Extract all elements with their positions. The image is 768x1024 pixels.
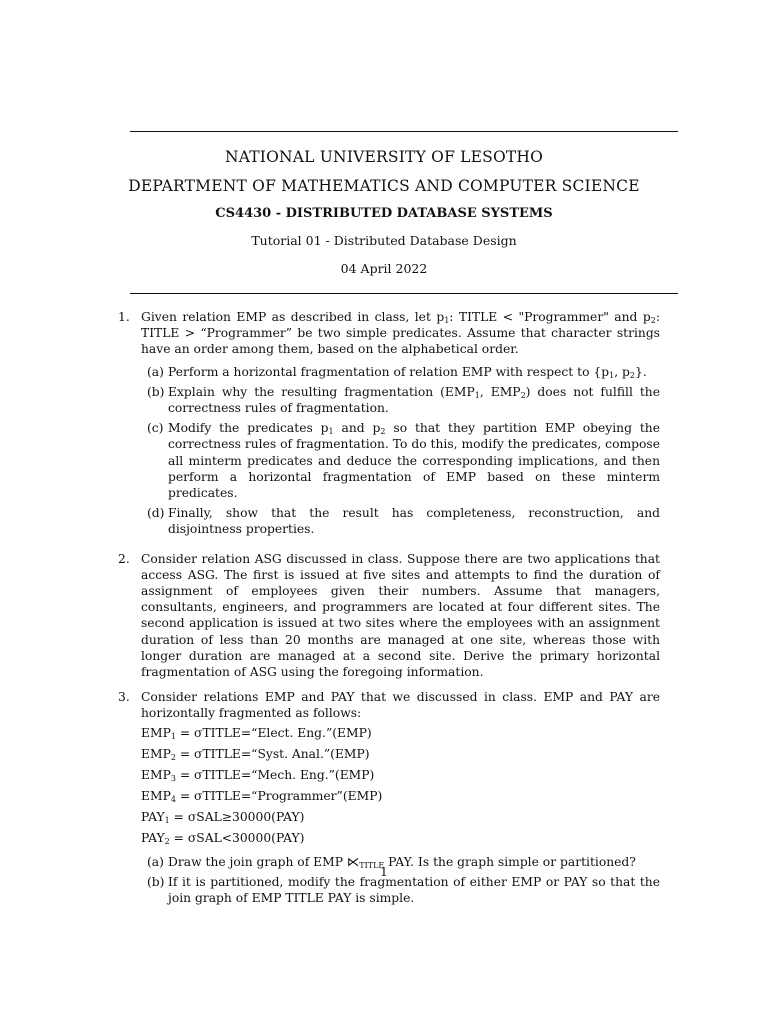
question-2 [118,551,660,681]
question-part: (c) Modify the predicates $p_1$ and $p_2$ so that they partition EMP obeying the correctness rules of fragmentation. To do this, modify the predicates, compose all minterm predicates and deduce the corresponding implications, and then perform a horizontal fragmentation of EMP based on these minterm predicates. [147,421,660,501]
page-number: 1 [380,865,388,879]
question-1 [118,309,660,542]
questions-list [118,309,660,919]
question-text: Consider relations EMP and PAY that we discussed in class. EMP and PAY are horizontally fragmented as follows: [141,690,660,721]
bottom-rule [130,293,678,294]
fragment-definition: $EMP_2$ = σTITLE=“Syst. Anal.”(EMP) [141,746,370,762]
question-number: 2. [118,551,130,566]
university-heading: NATIONAL UNIVERSITY OF LESOTHO [224,148,544,166]
question-part: (a) Perform a horizontal fragmentation of relation EMP with respect to {$p_1$, $p_2$}. [147,364,647,380]
question-number: 1. [118,310,130,324]
question-part: (b) Explain why the resulting fragmentation ($EMP_1$, $EMP_2$) does not fulfill the correctness rules of fragmentation. [147,384,660,416]
question-number: 3. [118,690,130,705]
fragment-definition: $PAY_1 = \sigma SAL\ge 30000(PAY)$ [141,809,305,825]
question-part: (d) Finally, show that the result has completeness, reconstruction, and disjointness properties. [147,506,660,537]
fragment-definition: $EMP_3$ = σTITLE=“Mech. Eng.”(EMP) [141,767,375,783]
question-text: Given relation EMP as described in class, let $p_1$: TITLE < "Programmer" and $p_2$: TITLE > “Programmer” be two simple predicates. Assume that character strings have an order among them, based on the alphabetical order. [141,310,660,357]
date: 04 April 2022 [340,261,428,276]
tutorial-title: Tutorial 01 - Distributed Database Design [251,233,517,248]
course-heading: CS4430 - DISTRIBUTED DATABASE SYSTEMS [215,206,553,221]
fragment-definition: $EMP_1$ = σTITLE=“Elect. Eng.”(EMP) [141,725,372,741]
question-part: (b) If it is partitioned, modify the fragmentation of either EMP or PAY so that the join graph of EMP TITLE PAY is simple. [147,874,660,906]
question-text: Consider relation ASG discussed in class. Suppose there are two applications that access ASG. The first is issued at five sites and attempts to find the duration of assignment of employees given their numbers. Assume that managers, consultants, engineers, and programmers are located at four different sites. The second application is issued at two sites where the employees with an assignment duration of less than 20 months are managed at one site, whereas those with longer duration are managed at a second site. Derive the primary horizontal fragmentation of ASG using the foregoing information. [141,551,660,680]
fragment-definition: $EMP_4$ = σTITLE=“Programmer”(EMP) [141,788,383,804]
question-part: (a) Draw the join graph of EMP $⋉_{TITLE}$ PAY. Is the graph simple or partitioned? [147,854,636,870]
department-heading: DEPARTMENT OF MATHEMATICS AND COMPUTER SCIENCE [128,177,640,195]
fragment-definition: $PAY_2 = \sigma SAL<30000(PAY)$ [141,830,305,846]
fragment-definitions [141,724,660,848]
top-rule [130,131,678,132]
